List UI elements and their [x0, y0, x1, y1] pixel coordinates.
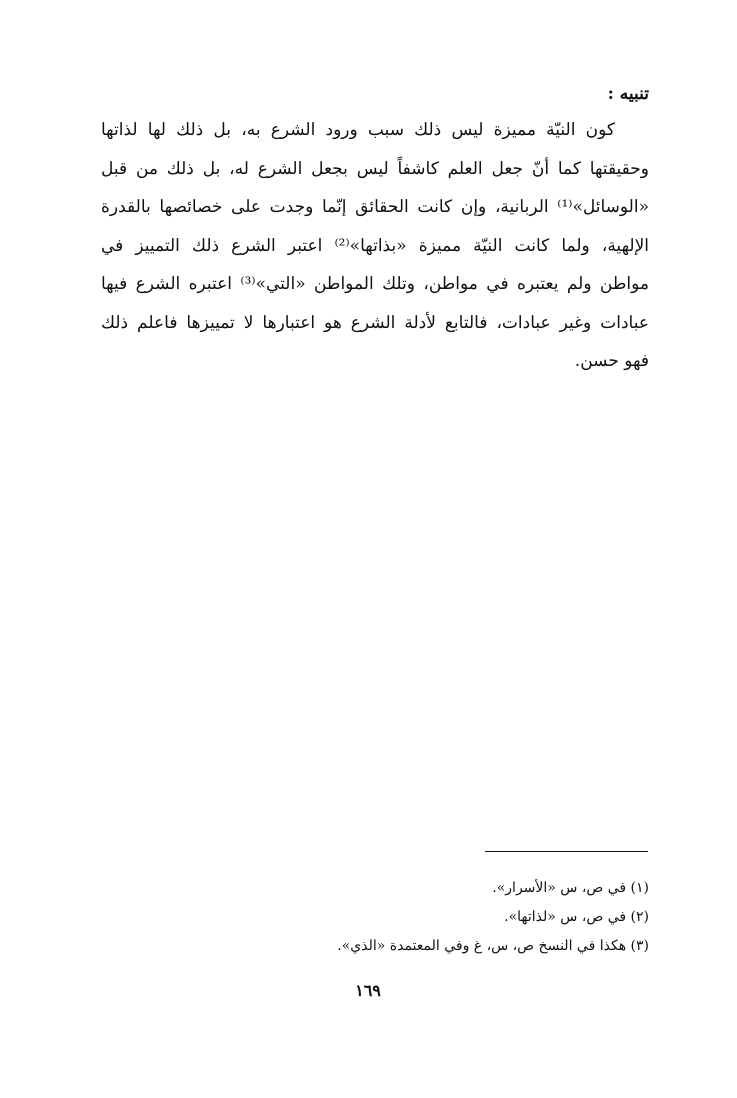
page-number: ١٦٩	[355, 981, 381, 1000]
paragraph-line: مواطن ولم يعتبره في مواطن، وتلك المواطن «التي»⁽³⁾ اعتبره الشرع فيها	[101, 274, 649, 294]
footnote-3: (٣) هكذا في النسخ ص، س، غ وفي المعتمدة «الذي».	[337, 938, 649, 954]
main-paragraph	[101, 111, 649, 381]
footnote-1: (١) في ص، س «الأسرار».	[492, 880, 649, 896]
paragraph-line: عبادات وغير عبادات، فالتابع لأدلة الشرع هو اعتبارها لا تمييزها فاعلم ذلك	[101, 312, 649, 333]
footnote-2: (٢) في ص، س «لذاتها».	[504, 909, 649, 925]
paragraph-line: وحقيقتها كما أنّ جعل العلم كاشفاً ليس بجعل الشرع له، بل ذلك من قبل	[101, 158, 649, 179]
footnote-separator	[485, 851, 648, 852]
paragraph-line: كون النيّة مميزة ليس ذلك سبب ورود الشرع به، بل ذلك لها لذاتها	[101, 120, 615, 140]
section-heading: تنبيه :	[607, 84, 649, 104]
paragraph-line: فهو حسن.	[574, 351, 649, 371]
paragraph-line: «الوسائل»⁽¹⁾ الربانية، وإن كانت الحقائق إنّما وجدت على خصائصها بالقدرة	[101, 197, 649, 217]
footnotes	[89, 874, 649, 961]
paragraph-line: الإلهية، ولما كانت النيّة مميزة «بذاتها»⁽²⁾ اعتبر الشرع ذلك التمييز في	[101, 235, 649, 256]
